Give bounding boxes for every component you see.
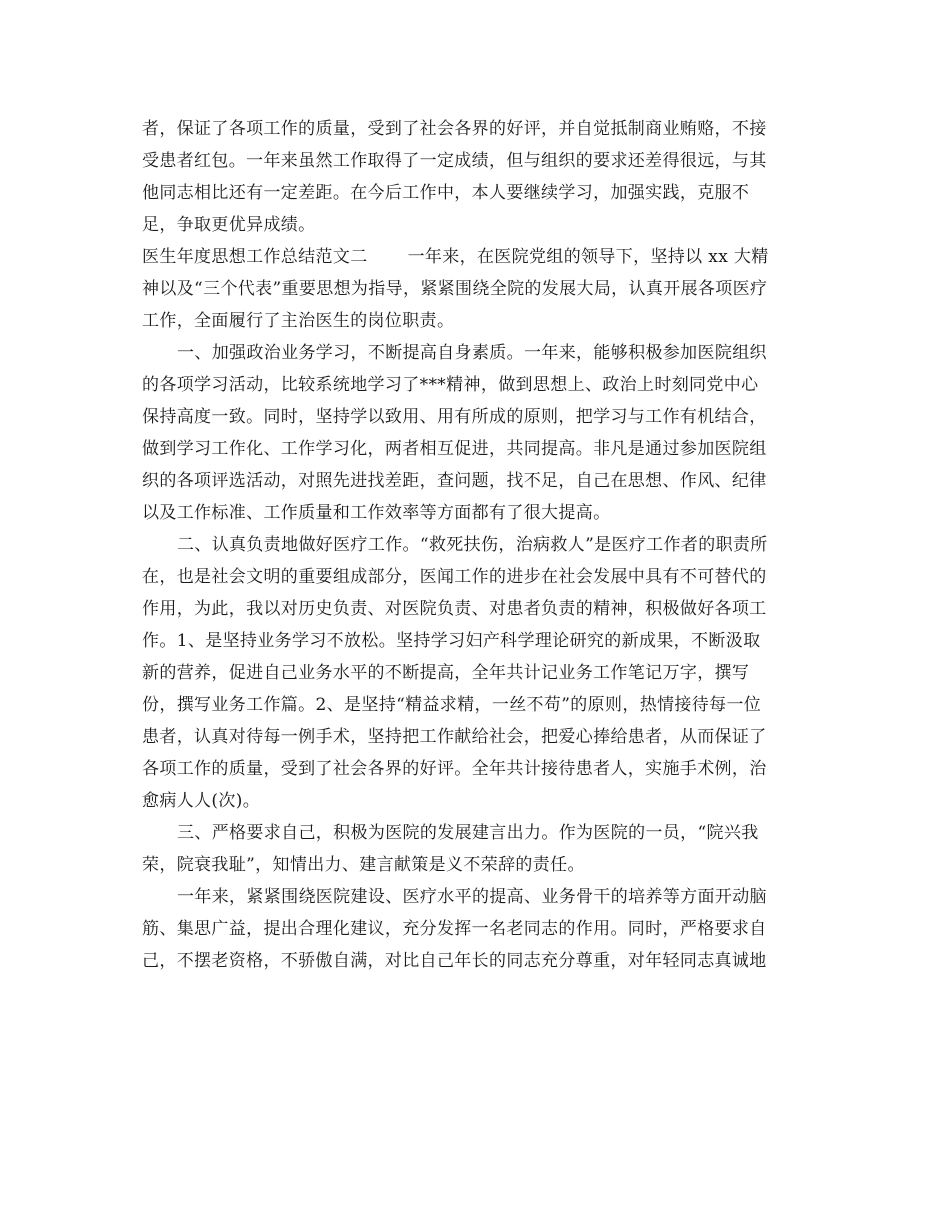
text-line: 受患者红包。一年来虽然工作取得了一定成绩，但与组织的要求还差得很远，与其 — [142, 151, 767, 171]
text-line: 工作，全面履行了主治医生的岗位职责。 — [142, 311, 455, 331]
document-title: 医生年度思想工作总结范文二 — [142, 247, 368, 267]
text-line: 二、认真负责地做好医疗工作。“救死扶伤，治病救人”是医疗工作者的职责所 — [177, 535, 768, 555]
text-line: 份，撰写业务工作篇。2、是坚持“精益求精，一丝不苟”的原则，热情接待每一位 — [142, 695, 762, 715]
text-line: 己，不摆老资格，不骄傲自满，对比自己年长的同志充分尊重，对年轻同志真诚地 — [142, 951, 767, 971]
text-line: 的各项学习活动，比较系统地学习了***精神，做到思想上、政治上时刻同党中心 — [142, 375, 759, 395]
text-line: 筋、集思广益，提出合理化建议，充分发挥一名老同志的作用。同时，严格要求自 — [142, 919, 767, 939]
title-line — [142, 241, 810, 273]
document-page — [142, 113, 810, 977]
text-line: 一、加强政治业务学习，不断提高自身素质。一年来，能够积极参加医院组织 — [177, 343, 767, 363]
text-line: 各项工作的质量，受到了社会各界的好评。全年共计接待患者人，实施手术例，治 — [142, 759, 767, 779]
text-line: 作。1、是坚持业务学习不放松。坚持学习妇产科学理论研究的新成果，不断汲取 — [142, 631, 761, 651]
text-line: 神以及“三个代表”重要思想为指导，紧紧围绕全院的发展大局，认真开展各项医疗 — [142, 279, 768, 299]
text-line: 新的营养，促进自己业务水平的不断提高，全年共计记业务工作笔记万字，撰写 — [142, 663, 750, 683]
paragraph-text: 一年来，在医院党组的领导下，坚持以 xx 大精 — [407, 247, 769, 267]
text-line: 在，也是社会文明的重要组成部分，医闻工作的进步在社会发展中具有不可替代的 — [142, 567, 767, 587]
text-line: 他同志相比还有一定差距。在今后工作中，本人要继续学习，加强实践，克服不 — [142, 183, 750, 203]
text-line: 三、严格要求自己，积极为医院的发展建言出力。作为医院的一员，“院兴我 — [177, 823, 759, 843]
text-line: 作用，为此，我以对历史负责、对医院负责、对患者负责的精神，积极做好各项工 — [142, 599, 767, 619]
text-line: 织的各项评选活动，对照先进找差距，查问题，找不足，自己在思想、作风、纪律 — [142, 471, 767, 491]
text-line: 者，保证了各项工作的质量，受到了社会各界的好评，并自觉抵制商业贿赂，不接 — [142, 119, 767, 139]
text-line: 患者，认真对待每一例手术，坚持把工作献给社会，把爱心捧给患者，从而保证了 — [142, 727, 767, 747]
text-line: 以及工作标准、工作质量和工作效率等方面都有了很大提高。 — [142, 503, 611, 523]
text-line: 足，争取更优异成绩。 — [142, 215, 316, 235]
text-line: 愈病人人(次)。 — [142, 791, 261, 811]
text-line: 保持高度一致。同时，坚持学以致用、用有所成的原则，把学习与工作有机结合， — [142, 407, 767, 427]
text-line: 做到学习工作化、工作学习化，两者相互促进，共同提高。非凡是通过参加医院组 — [142, 439, 767, 459]
text-line: 荣，院衰我耻”，知情出力、建言献策是义不荣辞的责任。 — [142, 855, 585, 875]
text-line: 一年来，紧紧围绕医院建设、医疗水平的提高、业务骨干的培养等方面开动脑 — [177, 887, 767, 907]
